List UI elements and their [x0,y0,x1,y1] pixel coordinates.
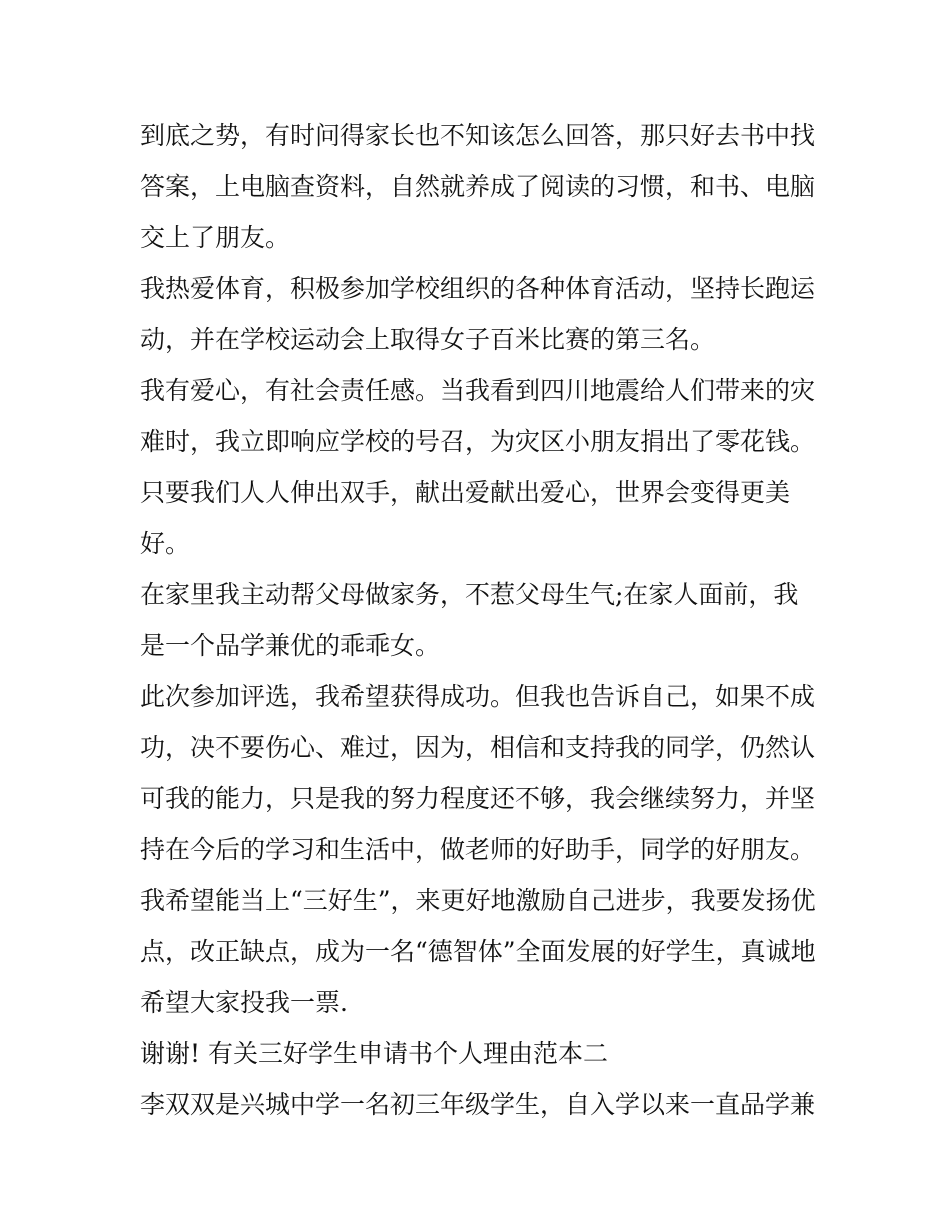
text-line-16: 我希望能当上“三好生”，来更好地激励自己进步，我要发扬优 [140,886,816,915]
text-line-7: 难时，我立即响应学校的号召，为灾区小朋友捐出了零花钱。 [140,427,816,456]
text-line-15: 持在今后的学习和生活中，做老师的好助手，同学的好朋友。 [140,835,816,864]
document-body [140,110,820,1130]
text-line-10: 在家里我主动帮父母做家务，不惹父母生气;在家人面前，我 [140,580,799,609]
text-line-9: 好。 [140,529,191,558]
text-line-11: 是一个品学兼优的乖乖女。 [140,631,441,660]
text-line-2: 答案，上电脑查资料，自然就养成了阅读的习惯，和书、电脑 [140,172,816,201]
text-line-6: 我有爱心，有社会责任感。当我看到四川地震给人们带来的灾 [140,376,816,405]
text-line-20: 李双双是兴城中学一名初三年级学生，自入学以来一直品学兼 [140,1090,816,1119]
text-line-12: 此次参加评选，我希望获得成功。但我也告诉自己，如果不成 [140,682,816,711]
text-line-18: 希望大家投我一票. [140,988,348,1017]
text-line-3: 交上了朋友。 [140,223,291,252]
text-line-17: 点，改正缺点，成为一名“德智体”全面发展的好学生，真诚地 [140,937,816,966]
text-line-1: 到底之势，有时问得家长也不知该怎么回答，那只好去书中找 [140,121,816,150]
text-line-5: 动，并在学校运动会上取得女子百米比赛的第三名。 [140,325,716,354]
section-heading: 谢谢! 有关三好学生申请书个人理由范本二 [140,1039,608,1068]
text-line-13: 功，决不要伤心、难过，因为，相信和支持我的同学，仍然认 [140,733,816,762]
text-line-14: 可我的能力，只是我的努力程度还不够，我会继续努力，并坚 [140,784,816,813]
text-line-4: 我热爱体育，积极参加学校组织的各种体育活动，坚持长跑运 [140,274,816,303]
text-line-8: 只要我们人人伸出双手，献出爱献出爱心，世界会变得更美 [140,478,791,507]
